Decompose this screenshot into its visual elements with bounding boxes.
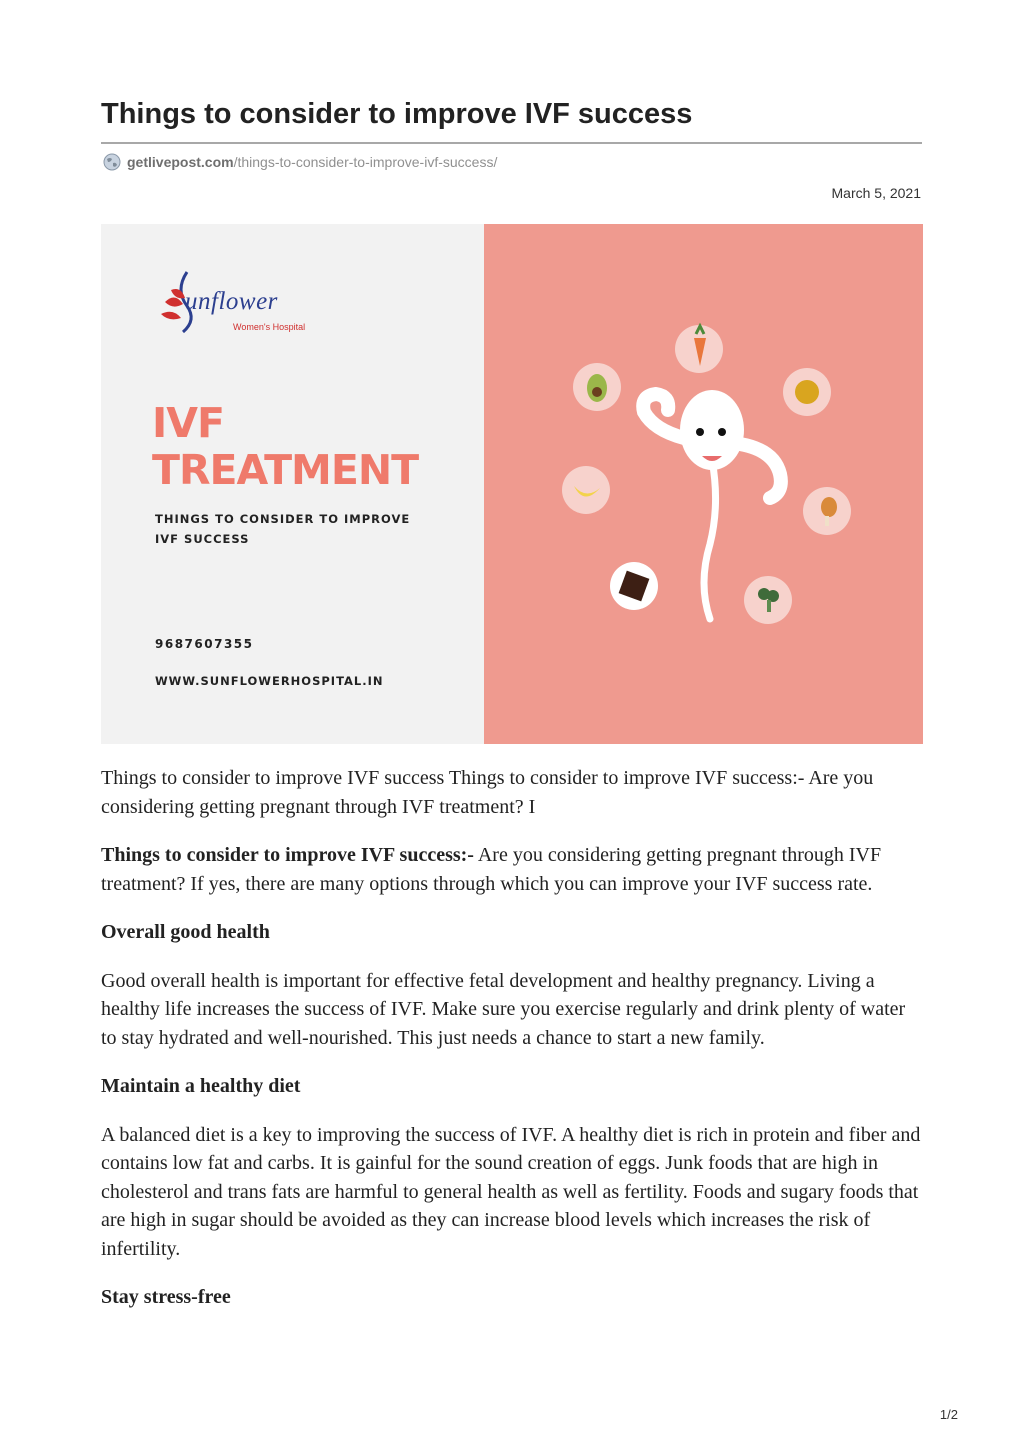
- hero-right-panel: [484, 224, 923, 744]
- article-lead: [101, 841, 924, 898]
- hero-image: [101, 224, 923, 744]
- section-body: A balanced diet is a key to improving the success of IVF. A healthy diet is rich in protein and fiber and contains low fat and carbs. It is gainful for the sound creation of eggs. Junk foods that are high in cholesterol and trans fats are harmful to general health as well as fertility. Foods and sugary foods that are high in sugar should be avoided as they can increase blood levels which increases the risk of infertility.: [101, 1123, 921, 1260]
- publish-date: March 5, 2021: [831, 185, 921, 201]
- broccoli-icon: [744, 576, 792, 624]
- carrot-icon: [675, 325, 723, 373]
- sperm-eye-left: [696, 428, 704, 436]
- avocado-icon: [573, 363, 621, 411]
- hero-subheading: [155, 509, 455, 549]
- source-path[interactable]: /things-to-consider-to-improve-ivf-success/: [233, 154, 498, 170]
- hero-heading: [152, 400, 418, 494]
- brand-name: unflower: [185, 288, 278, 315]
- hero-heading-line2: TREATMENT: [152, 446, 419, 494]
- page-number: 1/2: [939, 1407, 958, 1422]
- globe-icon: [103, 153, 121, 171]
- chicken-leg-icon: [803, 487, 851, 535]
- chocolate-icon: [610, 562, 658, 610]
- hero-phone: 9687607355: [155, 637, 254, 651]
- article-lead-bold: Things to consider to improve IVF success:-: [101, 844, 474, 866]
- page-title: Things to consider to improve IVF success: [101, 98, 693, 130]
- banana-icon: [562, 466, 610, 514]
- brand-subtitle: Women's Hospital: [233, 322, 306, 332]
- article-lead-text: Are you considering getting pregnant through IVF treatment? If yes, there are many options through which you can improve your IVF success rate.: [101, 844, 882, 895]
- hero-sub-line1: THINGS TO CONSIDER TO IMPROVE: [155, 512, 411, 526]
- hero-sub-line2: IVF SUCCESS: [155, 532, 250, 546]
- source-domain[interactable]: getlivepost.com: [127, 154, 234, 170]
- ivf-illustration: [484, 224, 923, 744]
- article-intro: Things to consider to improve IVF success Things to consider to improve IVF success:- Are you considering getting pregnant through IVF treatment? I: [101, 767, 874, 818]
- hero-left-panel: [101, 224, 484, 744]
- section-heading: Stay stress-free: [101, 1286, 231, 1308]
- section-body: Good overall health is important for effective fetal development and healthy pregnancy. Living a healthy life increases the success of IVF. Make sure you exercise regularly and drink plenty of water to stay hydrated and well-nourished. This just needs a chance to start a new family.: [101, 969, 906, 1049]
- sperm-tail: [704, 460, 716, 619]
- sperm-left-arm: [643, 394, 684, 438]
- article-body: [101, 764, 924, 1332]
- hero-heading-line1: IVF: [152, 399, 224, 447]
- section-heading: Maintain a healthy diet: [101, 1075, 301, 1097]
- title-divider: [101, 142, 922, 144]
- sperm-right-arm: [740, 444, 781, 498]
- source-link[interactable]: [103, 152, 497, 172]
- orange-icon: [783, 368, 831, 416]
- section-heading: Overall good health: [101, 921, 270, 943]
- sperm-eye-right: [718, 428, 726, 436]
- hero-url: WWW.SUNFLOWERHOSPITAL.IN: [155, 674, 384, 688]
